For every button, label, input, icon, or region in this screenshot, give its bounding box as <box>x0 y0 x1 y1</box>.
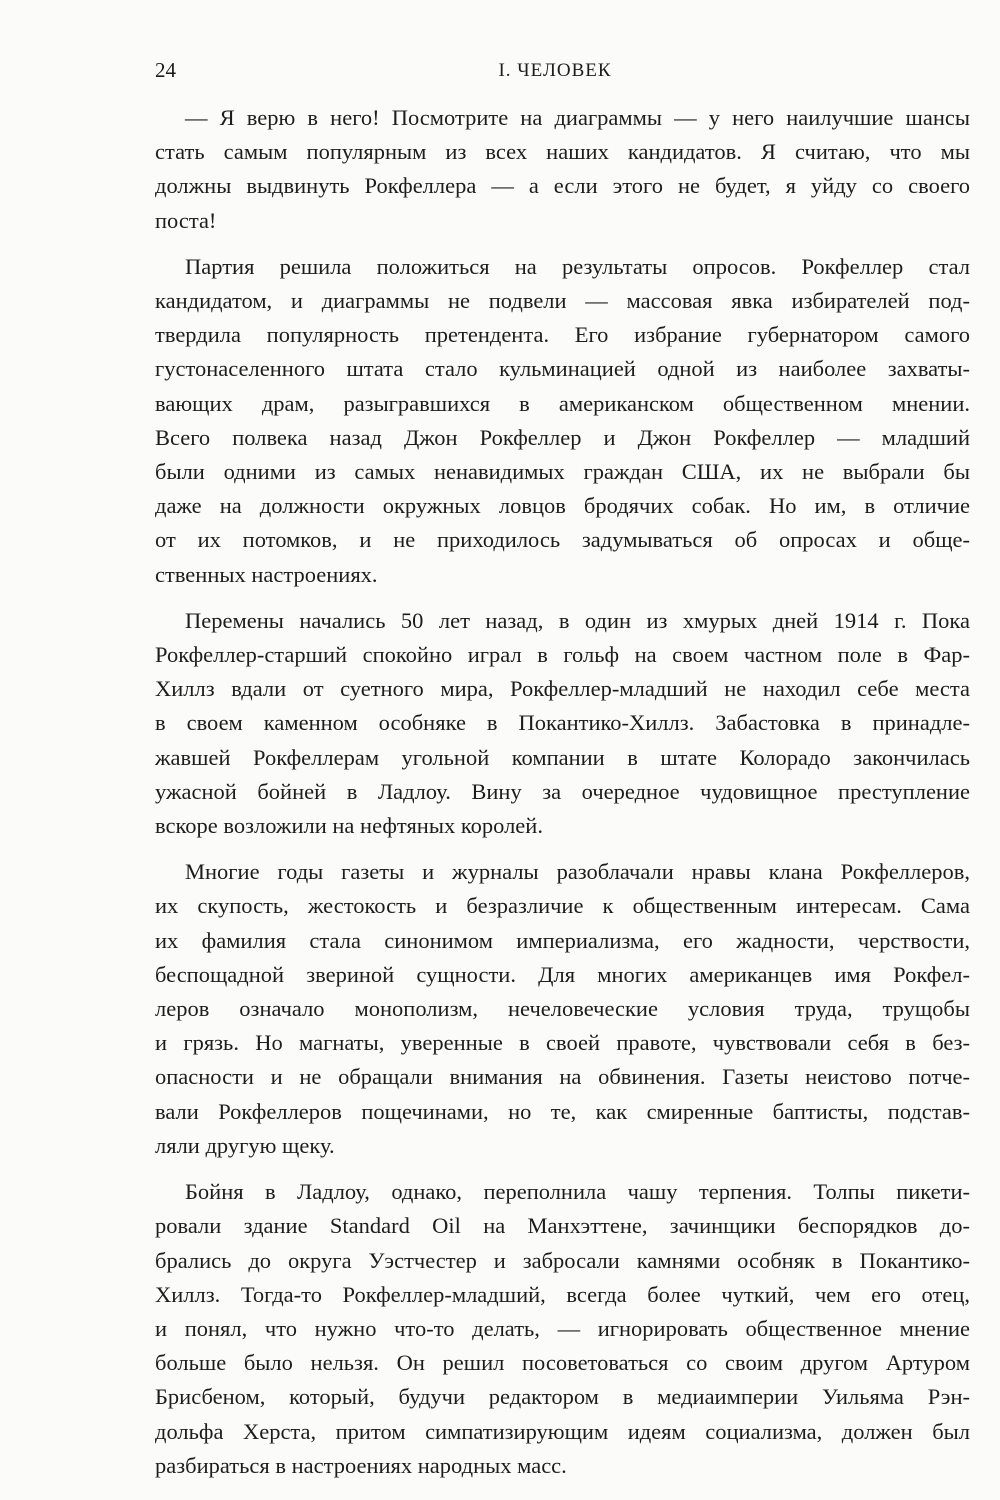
text-line: разбираться в настроениях народных масс. <box>155 1452 567 1478</box>
text-line: были одними из самых ненавидимых граждан США, их не выбрали бы <box>155 459 970 485</box>
text-line: Рокфеллер-старший спокойно играл в гольф на своем частном поле в Фар- <box>155 642 970 668</box>
text-line: и грязь. Но магнаты, уверенные в своей правоте, чувствовали себя в без- <box>155 1030 970 1056</box>
text-line: ужасной бойней в Ладлоу. Вину за очередное чудовищное преступление <box>155 778 970 804</box>
text-line: ровали здание Standard Oil на Манхэттене, зачинщики беспорядков до- <box>155 1213 970 1239</box>
text-line: брались до округа Уэстчестер и забросали камнями особняк в Покантико- <box>155 1247 970 1273</box>
text-line: в своем каменном особняке в Покантико-Хиллз. Забастовка в принадле- <box>155 710 970 736</box>
text-line: — Я верю в него! Посмотрите на диаграммы — у него наилучшие шансы <box>185 105 970 130</box>
text-line: поста! <box>155 207 217 233</box>
running-head: I. ЧЕЛОВЕК <box>498 60 612 81</box>
page-body <box>155 101 970 1495</box>
paragraph <box>155 101 970 238</box>
paragraph <box>155 250 970 592</box>
text-line: жавшей Рокфеллерам угольной компании в штате Колорадо закончилась <box>155 744 970 770</box>
text-line: Партия решила положиться на результаты опросов. Рокфеллер стал <box>185 253 970 279</box>
text-line: Перемены начались 50 лет назад, в один из хмурых дней 1914 г. Пока <box>185 607 970 633</box>
text-line: Многие годы газеты и журналы разоблачали нравы клана Рокфеллеров, <box>185 859 970 885</box>
text-line: дольфа Херста, притом симпатизирующим идеям социализма, должен был <box>155 1418 970 1444</box>
text-line: кандидатом, и диаграммы не подвели — массовая явка избирателей под- <box>155 288 970 314</box>
text-line: густонаселенного штата стало кульминацией одной из наиболее захваты- <box>155 356 970 382</box>
text-line: леров означало монополизм, нечеловеческие условия труда, трущобы <box>155 996 970 1022</box>
text-line: больше было нельзя. Он решил посоветоваться со своим другом Артуром <box>155 1350 970 1376</box>
text-line: должны выдвинуть Рокфеллера — а если этого не будет, я уйду со своего <box>155 173 970 199</box>
paragraph <box>155 855 970 1163</box>
paragraph <box>155 1175 970 1483</box>
text-line: их скупость, жестокость и безразличие к общественным интересам. Сама <box>155 893 970 919</box>
text-line: стать самым популярным из всех наших кандидатов. Я считаю, что мы <box>155 139 970 165</box>
text-line: Бойня в Ладлоу, однако, переполнила чашу терпения. Толпы пикети- <box>185 1179 970 1205</box>
paragraph <box>155 604 970 843</box>
text-line: и понял, что нужно что-то делать, — игнорировать общественное мнение <box>155 1315 970 1341</box>
text-line: даже на должности окружных ловцов бродячих собак. Но им, в отличие <box>155 493 970 519</box>
text-line: Хиллз. Тогда-то Рокфеллер-младший, всегда более чуткий, чем его отец, <box>155 1281 970 1307</box>
text-line: Хиллз вдали от суетного мира, Рокфеллер-младший не находил себе места <box>155 676 970 702</box>
text-line: Всего полвека назад Джон Рокфеллер и Джон Рокфеллер — младший <box>155 424 970 450</box>
text-line: Брисбеном, который, будучи редактором в медиаимперии Уильяма Рэн- <box>155 1384 970 1410</box>
text-line: их фамилия стала синонимом империализма, его жадности, черствости, <box>155 927 970 953</box>
text-line: твердила популярность претендента. Его избрание губернатором самого <box>155 322 970 348</box>
text-line: ственных настроениях. <box>155 561 378 587</box>
text-line: вали Рокфеллеров пощечинами, но те, как смиренные баптисты, подстав- <box>155 1098 970 1124</box>
page-number: 24 <box>155 58 176 82</box>
text-line: беспощадной звериной сущности. Для многих американцев имя Рокфел- <box>155 961 970 987</box>
text-line: вающих драм, разыгравшихся в американском общественном мнении. <box>155 390 970 416</box>
text-line: от их потомков, и не приходилось задумываться об опросах и обще- <box>155 527 970 553</box>
text-line: ляли другую щеку. <box>155 1132 335 1158</box>
text-line: вскоре возложили на нефтяных королей. <box>155 813 543 839</box>
text-line: опасности и не обращали внимания на обвинения. Газеты неистово потче- <box>155 1064 970 1090</box>
